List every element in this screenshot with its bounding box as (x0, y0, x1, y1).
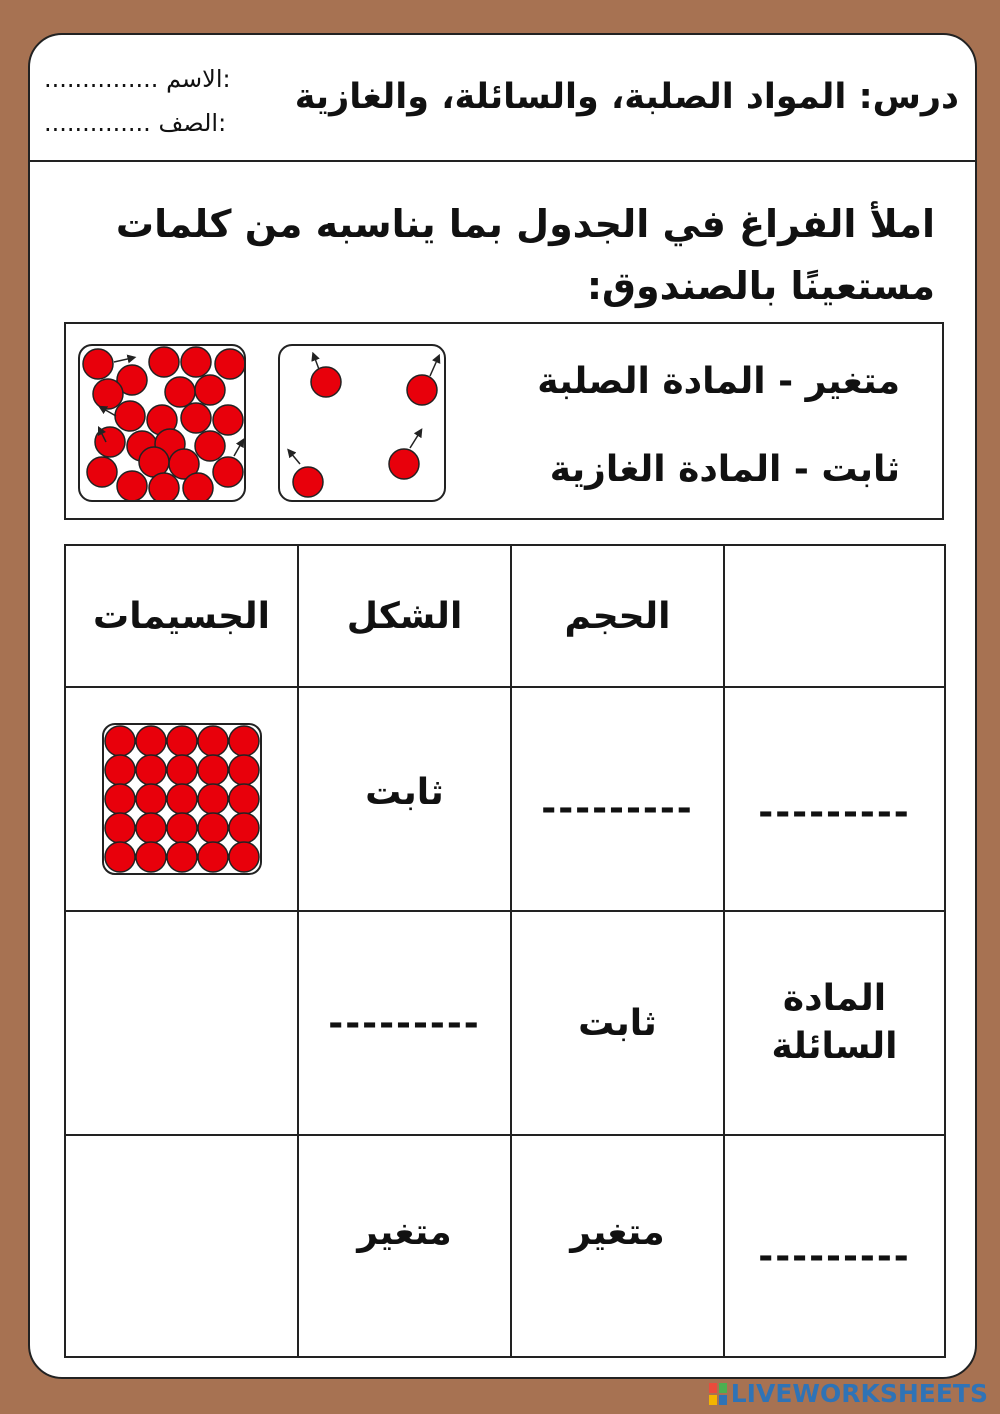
liquid-particles-icon (78, 344, 246, 502)
name-dots: ............... (44, 65, 159, 93)
word-bank-line-2: ثابت - المادة الغازية (549, 449, 900, 490)
class-dots: .............. (44, 109, 151, 137)
header-particles: الجسيمات (65, 545, 298, 687)
header-shape: الشكل (298, 545, 511, 687)
instruction-line-1: املأ الفراغ في الجدول بما يناسبه من كلمات (115, 202, 935, 246)
header-volume: الحجم (511, 545, 724, 687)
header-divider (30, 160, 975, 162)
header-state (724, 545, 945, 687)
table-row (65, 911, 945, 1135)
name-label: الاسم: (166, 65, 231, 93)
gas-particles-icon (278, 344, 446, 502)
lesson-title: درس: المواد الصلبة، والسائلة، والغازية (294, 77, 959, 117)
instructions (70, 193, 935, 317)
solid-particles-cell (65, 687, 298, 911)
class-label: الصف: (158, 109, 227, 137)
liquid-state-cell: المادة السائلة (724, 911, 945, 1135)
worksheet-page (28, 33, 977, 1379)
table-header-row (65, 545, 945, 687)
gas-particles-cell (65, 1135, 298, 1357)
liveworksheets-logo-icon (709, 1383, 727, 1405)
gas-state-blank[interactable]: --------- (724, 1135, 945, 1357)
solid-volume-blank[interactable]: --------- (511, 687, 724, 911)
solid-particles-icon (101, 722, 263, 876)
table-row (65, 687, 945, 911)
liquid-shape-blank[interactable]: --------- (298, 911, 511, 1135)
solid-state-blank[interactable]: --------- (724, 687, 945, 911)
liquid-particles-cell (65, 911, 298, 1135)
table-row (65, 1135, 945, 1357)
word-bank-box (64, 322, 944, 520)
name-field (44, 65, 231, 93)
liveworksheets-watermark (709, 1379, 988, 1408)
class-field (44, 109, 226, 137)
word-bank-line-1: متغير - المادة الصلبة (537, 361, 900, 402)
word-bank-words (470, 338, 900, 514)
instruction-line-2: مستعينًا بالصندوق: (586, 264, 935, 308)
liquid-volume-cell: ثابت (511, 911, 724, 1135)
gas-shape-cell: متغير (298, 1135, 511, 1357)
gas-volume-cell: متغير (511, 1135, 724, 1357)
solid-shape-cell: ثابت (298, 687, 511, 911)
states-of-matter-table (64, 544, 946, 1358)
watermark-text: LIVEWORKSHEETS (730, 1379, 988, 1408)
